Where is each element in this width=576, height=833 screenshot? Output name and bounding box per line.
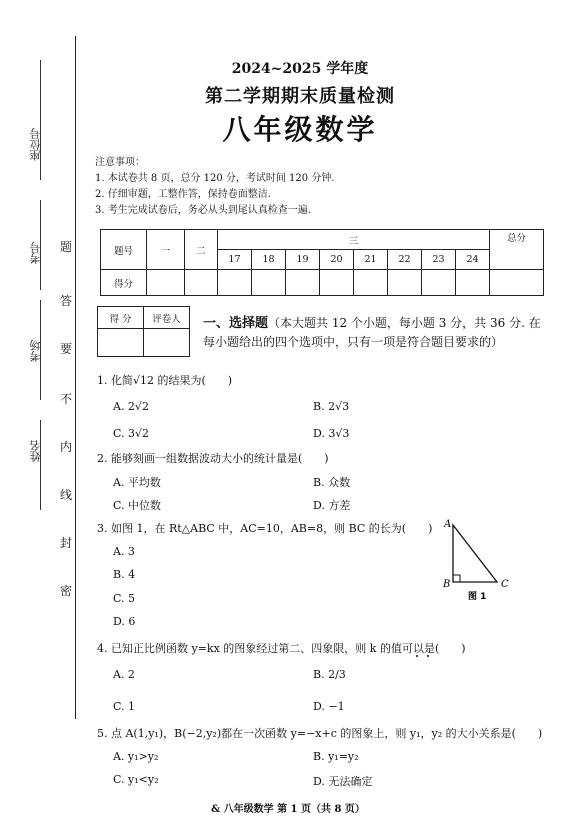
question-stem: 5. 点 A(1,y₁)，B(−2,y₂)都在一次函数 y=−x+c 的图象上，则 y₁，y₂ 的大小关系是( ) <box>97 727 543 740</box>
option[interactable]: C. 5 <box>113 592 136 605</box>
sub-col: 23 <box>422 250 456 270</box>
name-blank <box>40 420 41 510</box>
field-seat: 座位号 <box>29 128 42 161</box>
option[interactable]: C. y₁<y₂ <box>113 773 159 786</box>
score-cell[interactable] <box>252 270 286 296</box>
vertex-a: A <box>444 519 452 530</box>
grader-reviewer-label: 评卷人 <box>144 307 190 329</box>
question-stem: 4. 已知正比例函数 y=kx 的图象经过第二、四象限，则 k 的值可以是( ) <box>97 642 466 655</box>
seal-char: 封 <box>60 536 73 550</box>
option[interactable]: A. 平均数 <box>113 476 161 489</box>
sub-col: 18 <box>252 250 286 270</box>
figure-caption: 图 1 <box>468 592 487 602</box>
seal-char: 题 <box>60 240 73 254</box>
grader-score-label: 得 分 <box>98 307 144 329</box>
grader-reviewer-cell[interactable] <box>144 329 190 357</box>
seal-char: 不 <box>60 392 73 406</box>
emphasis-dot <box>427 655 429 657</box>
option[interactable]: D. −1 <box>313 700 345 713</box>
score-cell[interactable] <box>388 270 422 296</box>
option[interactable]: A. 2 <box>113 668 135 681</box>
note-item: 3. 考生完成试卷后，务必从头到尾认真检查一遍. <box>95 205 311 216</box>
page-footer: & 八年级数学 第 1 页（共 8 页） <box>211 804 365 815</box>
option[interactable]: D. 无法确定 <box>313 775 373 788</box>
score-cell[interactable] <box>286 270 320 296</box>
field-room: 考场 <box>29 340 42 362</box>
score-cell[interactable] <box>490 270 544 296</box>
note-item: 1. 本试卷共 8 页，总分 120 分，考试时间 120 分钟. <box>95 173 335 184</box>
option[interactable]: A. y₁>y₂ <box>113 750 159 763</box>
sub-col: 22 <box>388 250 422 270</box>
seal-char: 内 <box>60 440 73 454</box>
section-title: 一、选择题 <box>203 316 269 331</box>
score-col-header: 三 <box>218 230 490 250</box>
question-stem: 3. 如图 1，在 Rt△ABC 中，AC=10，AB=8，则 BC 的长为( ) <box>97 522 433 535</box>
sub-col: 20 <box>320 250 354 270</box>
score-cell[interactable] <box>185 270 218 296</box>
subject-title: 八年级数学 <box>222 113 378 146</box>
seal-char: 要 <box>60 342 73 356</box>
seal-char: 答 <box>60 294 73 308</box>
option[interactable]: A. 2√2 <box>113 400 149 413</box>
section-header <box>203 314 548 351</box>
option[interactable]: C. 中位数 <box>113 499 162 512</box>
score-cell[interactable] <box>354 270 388 296</box>
option[interactable]: D. 方差 <box>313 499 351 512</box>
sub-col: 19 <box>286 250 320 270</box>
school-year: 2024~2025 学年度 <box>231 61 369 77</box>
vertex-b: B <box>443 579 451 590</box>
vertex-c: C <box>501 579 509 590</box>
sub-col: 24 <box>456 250 490 270</box>
score-col-header: 题号 <box>101 230 147 270</box>
triangle-figure <box>440 515 520 605</box>
option[interactable]: D. 6 <box>113 615 136 628</box>
exam-name: 第二学期期末质量检测 <box>205 86 395 107</box>
option[interactable]: C. 1 <box>113 700 136 713</box>
grader-score-cell[interactable] <box>98 329 144 357</box>
option[interactable]: B. 2/3 <box>313 668 346 681</box>
notes <box>95 155 335 219</box>
score-col-header: 二 <box>185 230 218 270</box>
option[interactable]: A. 3 <box>113 545 135 558</box>
score-cell[interactable] <box>456 270 490 296</box>
seal-char: 密 <box>60 584 73 598</box>
note-item: 2. 仔细审题，工整作答，保持卷面整洁. <box>95 189 271 200</box>
emphasis-dot <box>416 655 418 657</box>
sub-col: 17 <box>218 250 252 270</box>
section-desc: （本大题共 12 个小题，每小题 3 分，共 36 分. 在每小题给出的四个选项中，只有一项是符合题目要求的） <box>203 316 541 349</box>
score-cell[interactable] <box>422 270 456 296</box>
question-stem: 1. 化简√12 的结果为( ) <box>97 374 233 387</box>
option[interactable]: B. y₁=y₂ <box>313 750 359 763</box>
option[interactable]: B. 2√3 <box>313 400 350 413</box>
field-exam-no: 考号 <box>29 242 42 264</box>
score-col-header: 一 <box>147 230 185 270</box>
option[interactable]: D. 3√3 <box>313 427 350 440</box>
field-name: 姓名 <box>29 440 42 462</box>
seal-char: 线 <box>60 488 73 502</box>
score-table <box>100 229 544 296</box>
question-stem: 2. 能够刻画一组数据波动大小的统计量是( ) <box>97 452 329 465</box>
score-col-header: 总分 <box>490 230 544 270</box>
score-cell[interactable] <box>218 270 252 296</box>
sub-col: 21 <box>354 250 388 270</box>
grader-table <box>97 306 190 357</box>
score-cell[interactable] <box>147 270 185 296</box>
score-row-label: 得分 <box>101 270 147 296</box>
notes-title: 注意事项： <box>95 157 145 168</box>
score-cell[interactable] <box>320 270 354 296</box>
option[interactable]: C. 3√2 <box>113 427 150 440</box>
option[interactable]: B. 众数 <box>313 476 351 489</box>
option[interactable]: B. 4 <box>113 568 136 581</box>
